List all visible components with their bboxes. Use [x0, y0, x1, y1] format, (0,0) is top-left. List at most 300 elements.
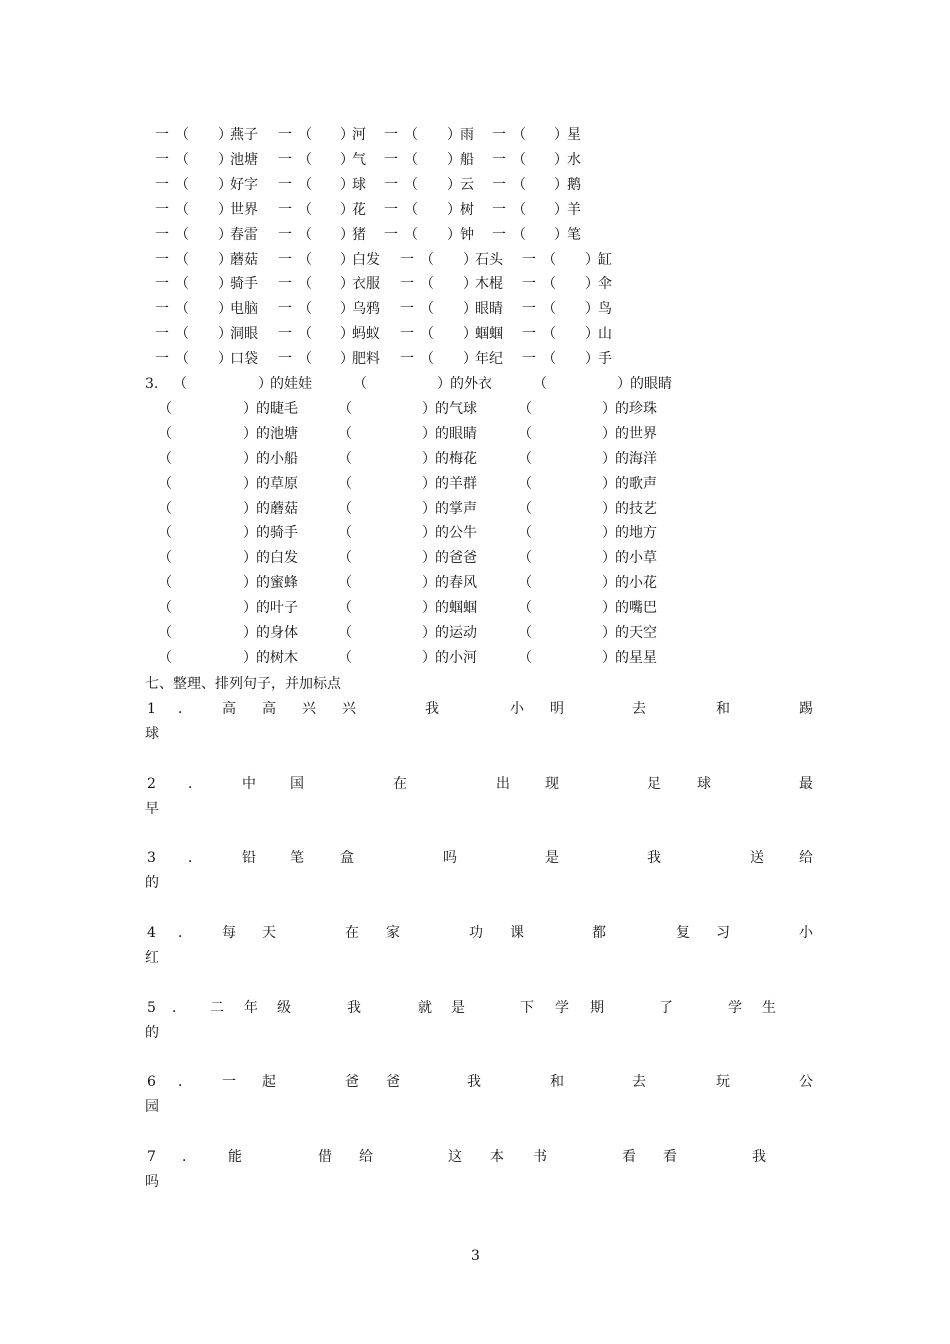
- phrase-word: 的小草: [615, 550, 657, 567]
- sentence-token: 5: [147, 1000, 156, 1016]
- open-paren: （: [518, 575, 532, 592]
- sentence-token: 高: [262, 701, 276, 717]
- phrase-word: 的睫毛: [256, 400, 298, 417]
- close-paren: ）: [422, 450, 436, 467]
- measure-word-one: 一: [492, 201, 506, 218]
- sentence-token: 公: [799, 1074, 813, 1090]
- close-paren: ）: [243, 550, 257, 567]
- open-paren: （: [518, 625, 532, 641]
- open-paren: （: [338, 475, 352, 492]
- close-paren: ）: [554, 151, 568, 168]
- sentence-token: 起: [262, 1074, 276, 1090]
- open-paren: （: [175, 251, 189, 268]
- sentence-token: 都: [592, 925, 606, 941]
- close-paren: ）: [258, 376, 272, 392]
- sentence-token: 现: [545, 776, 559, 792]
- open-paren: （: [298, 276, 312, 293]
- close-paren: ）: [422, 625, 436, 641]
- open-paren: （: [420, 351, 434, 368]
- open-paren: （: [158, 525, 172, 542]
- measure-word-one: 一: [384, 226, 398, 243]
- phrase-word: 的树木: [256, 649, 298, 666]
- close-paren: ）: [617, 376, 631, 392]
- sentence-token: 3: [147, 850, 156, 866]
- sentence-token: 我: [347, 1000, 361, 1016]
- open-paren: （: [353, 376, 367, 392]
- measure-word-one: 一: [400, 326, 414, 343]
- measure-word-one: 一: [384, 176, 398, 193]
- measure-word-one: 一: [278, 127, 292, 143]
- phrase-word: 的白发: [256, 550, 298, 567]
- close-paren: ）: [243, 450, 257, 467]
- sentence-token: 课: [510, 925, 524, 941]
- measure-word-one: 一: [384, 201, 398, 218]
- measure-word-one: 一: [278, 251, 292, 268]
- open-paren: （: [420, 326, 434, 343]
- phrase-word: 的蘑菇: [256, 500, 298, 517]
- open-paren: （: [338, 550, 352, 567]
- close-paren: ）: [554, 127, 568, 143]
- open-paren: （: [298, 326, 312, 343]
- close-paren: ）: [447, 226, 461, 243]
- noun-word: 雨: [460, 127, 474, 143]
- open-paren: （: [512, 127, 526, 143]
- sentence-token: 踢: [799, 701, 813, 717]
- phrase-word: 的梅花: [435, 450, 477, 467]
- measure-word-one: 一: [155, 176, 169, 193]
- phrase-word: 的身体: [256, 625, 298, 641]
- sentence-token: 兴: [342, 701, 356, 717]
- open-paren: （: [298, 351, 312, 368]
- noun-word: 河: [352, 127, 366, 143]
- measure-word-one: 一: [155, 251, 169, 268]
- question-number: 3.: [145, 376, 159, 392]
- close-paren: ）: [340, 226, 354, 243]
- close-paren: ）: [554, 226, 568, 243]
- measure-word-one: 一: [492, 226, 506, 243]
- open-paren: （: [175, 226, 189, 243]
- close-paren: ）: [602, 625, 616, 641]
- noun-word: 伞: [598, 276, 612, 293]
- close-paren: ）: [463, 276, 477, 293]
- close-paren: ）: [585, 276, 599, 293]
- sentence-token: 级: [277, 1000, 291, 1016]
- open-paren: （: [298, 127, 312, 143]
- sentence-token: 学: [555, 1000, 569, 1016]
- sentence-token: 红: [145, 950, 159, 966]
- open-paren: （: [518, 500, 532, 517]
- sentence-token: 1: [147, 701, 156, 717]
- open-paren: （: [338, 400, 352, 417]
- noun-word: 羊: [567, 201, 581, 218]
- noun-word: 眼睛: [475, 301, 503, 318]
- sentence-token: 送: [750, 850, 764, 866]
- phrase-word: 的蜜蜂: [256, 575, 298, 592]
- close-paren: ）: [243, 500, 257, 517]
- close-paren: ）: [218, 301, 232, 318]
- open-paren: （: [338, 525, 352, 542]
- phrase-word: 的珍珠: [615, 400, 657, 417]
- sentence-token: 的: [145, 875, 159, 891]
- close-paren: ）: [218, 276, 232, 293]
- close-paren: ）: [422, 500, 436, 517]
- noun-word: 石头: [475, 251, 503, 268]
- noun-word: 笔: [567, 226, 581, 243]
- sentence-token: 球: [697, 776, 711, 792]
- sentence-token: 小: [799, 925, 813, 941]
- phrase-word: 的骑手: [256, 525, 298, 542]
- measure-word-one: 一: [278, 351, 292, 368]
- open-paren: （: [420, 251, 434, 268]
- phrase-word: 的叶子: [256, 600, 298, 617]
- close-paren: ）: [218, 351, 232, 368]
- sentence-token: 本: [490, 1149, 504, 1165]
- close-paren: ）: [218, 201, 232, 218]
- measure-word-one: 一: [278, 276, 292, 293]
- open-paren: （: [158, 475, 172, 492]
- noun-word: 钟: [460, 226, 474, 243]
- close-paren: ）: [422, 600, 436, 617]
- noun-word: 年纪: [475, 351, 503, 368]
- sentence-token: 一: [222, 1074, 236, 1090]
- sentence-token: 玩: [716, 1074, 730, 1090]
- open-paren: （: [542, 351, 556, 368]
- noun-word: 蚂蚁: [352, 326, 380, 343]
- phrase-word: 的地方: [615, 525, 657, 542]
- open-paren: （: [298, 226, 312, 243]
- phrase-word: 的公牛: [435, 525, 477, 542]
- open-paren: （: [158, 575, 172, 592]
- open-paren: （: [298, 176, 312, 193]
- open-paren: （: [518, 475, 532, 492]
- open-paren: （: [404, 127, 418, 143]
- phrase-word: 的星星: [615, 649, 657, 666]
- close-paren: ）: [422, 575, 436, 592]
- phrase-word: 的眼睛: [435, 425, 477, 442]
- sentence-token: 7: [147, 1149, 156, 1165]
- measure-word-one: 一: [384, 151, 398, 168]
- sentence-token: 家: [386, 925, 400, 941]
- phrase-word: 的羊群: [435, 475, 477, 492]
- open-paren: （: [404, 201, 418, 218]
- sentence-token: 看: [622, 1149, 636, 1165]
- noun-word: 气: [352, 151, 366, 168]
- close-paren: ）: [554, 176, 568, 193]
- open-paren: （: [512, 226, 526, 243]
- close-paren: ）: [602, 475, 616, 492]
- sentence-token: 下: [520, 1000, 534, 1016]
- sentence-token: 给: [799, 850, 813, 866]
- noun-word: 电脑: [230, 301, 258, 318]
- measure-word-one: 一: [492, 176, 506, 193]
- measure-word-one: 一: [278, 201, 292, 218]
- sentence-token: 是: [545, 850, 559, 866]
- measure-word-one: 一: [155, 226, 169, 243]
- measure-word-one: 一: [278, 151, 292, 168]
- phrase-word: 的小花: [615, 575, 657, 592]
- sentence-token: 借: [318, 1149, 332, 1165]
- phrase-word: 的气球: [435, 400, 477, 417]
- open-paren: （: [542, 326, 556, 343]
- sentence-token: ．: [178, 1074, 192, 1090]
- sentence-token: 爸: [345, 1074, 359, 1090]
- phrase-word: 的春风: [435, 575, 477, 592]
- sentence-token: 了: [659, 1000, 673, 1016]
- measure-word-one: 一: [155, 301, 169, 318]
- open-paren: （: [175, 127, 189, 143]
- phrase-word: 的歌声: [615, 475, 657, 492]
- close-paren: ）: [218, 326, 232, 343]
- sentence-token: 4: [147, 925, 156, 941]
- open-paren: （: [533, 376, 547, 392]
- close-paren: ）: [585, 326, 599, 343]
- phrase-word: 的技艺: [615, 500, 657, 517]
- open-paren: （: [158, 400, 172, 417]
- sentence-token: 国: [290, 776, 304, 792]
- close-paren: ）: [585, 351, 599, 368]
- open-paren: （: [518, 400, 532, 417]
- open-paren: （: [298, 301, 312, 318]
- open-paren: （: [298, 201, 312, 218]
- noun-word: 花: [352, 201, 366, 218]
- sentence-token: 每: [222, 925, 236, 941]
- noun-word: 衣服: [352, 276, 380, 293]
- noun-word: 云: [460, 176, 474, 193]
- open-paren: （: [158, 500, 172, 517]
- sentence-token: 中: [242, 776, 256, 792]
- measure-word-one: 一: [522, 276, 536, 293]
- sentence-token: 出: [496, 776, 510, 792]
- close-paren: ）: [422, 550, 436, 567]
- sentence-token: 球: [145, 726, 159, 742]
- close-paren: ）: [463, 351, 477, 368]
- open-paren: （: [298, 251, 312, 268]
- close-paren: ）: [243, 400, 257, 417]
- sentence-token: 我: [467, 1074, 481, 1090]
- sentence-token: 能: [228, 1149, 242, 1165]
- open-paren: （: [404, 151, 418, 168]
- close-paren: ）: [585, 251, 599, 268]
- noun-word: 手: [598, 351, 612, 368]
- open-paren: （: [175, 176, 189, 193]
- open-paren: （: [512, 176, 526, 193]
- sentence-token: 明: [550, 701, 564, 717]
- sentence-token: 天: [262, 925, 276, 941]
- close-paren: ）: [218, 226, 232, 243]
- open-paren: （: [518, 425, 532, 442]
- close-paren: ）: [218, 251, 232, 268]
- measure-word-one: 一: [278, 326, 292, 343]
- measure-word-one: 一: [492, 127, 506, 143]
- noun-word: 蝈蝈: [475, 326, 503, 343]
- open-paren: （: [338, 425, 352, 442]
- close-paren: ）: [585, 301, 599, 318]
- phrase-word: 的天空: [615, 625, 657, 641]
- open-paren: （: [175, 201, 189, 218]
- measure-word-one: 一: [522, 301, 536, 318]
- sentence-token: 盒: [340, 850, 354, 866]
- sentence-token: 复: [676, 925, 690, 941]
- sentence-token: 这: [448, 1149, 462, 1165]
- open-paren: （: [404, 176, 418, 193]
- sentence-token: 高: [222, 701, 236, 717]
- sentence-token: 小: [510, 701, 524, 717]
- phrase-word: 的运动: [435, 625, 477, 641]
- sentence-token: 在: [393, 776, 407, 792]
- close-paren: ）: [340, 251, 354, 268]
- noun-word: 球: [352, 176, 366, 193]
- noun-word: 口袋: [230, 351, 258, 368]
- open-paren: （: [542, 251, 556, 268]
- noun-word: 猪: [352, 226, 366, 243]
- noun-word: 池塘: [230, 151, 258, 168]
- phrase-word: 的外衣: [450, 376, 492, 392]
- measure-word-one: 一: [155, 326, 169, 343]
- open-paren: （: [338, 649, 352, 666]
- close-paren: ）: [340, 176, 354, 193]
- phrase-word: 的小船: [256, 450, 298, 467]
- close-paren: ）: [218, 176, 232, 193]
- noun-word: 树: [460, 201, 474, 218]
- measure-word-one: 一: [522, 351, 536, 368]
- sentence-token: 最: [799, 776, 813, 792]
- sentence-token: 书: [533, 1149, 547, 1165]
- sentence-token: 看: [663, 1149, 677, 1165]
- open-paren: （: [175, 301, 189, 318]
- sentence-token: 园: [145, 1099, 159, 1115]
- measure-word-one: 一: [155, 351, 169, 368]
- close-paren: ）: [243, 625, 257, 641]
- close-paren: ）: [602, 550, 616, 567]
- noun-word: 肥料: [352, 351, 380, 368]
- open-paren: （: [158, 600, 172, 617]
- sentence-token: 吗: [145, 1174, 159, 1190]
- close-paren: ）: [243, 600, 257, 617]
- sentence-token: 笔: [290, 850, 304, 866]
- sentence-token: 习: [716, 925, 730, 941]
- close-paren: ）: [340, 151, 354, 168]
- measure-word-one: 一: [155, 276, 169, 293]
- sentence-token: 我: [425, 701, 439, 717]
- phrase-word: 的眼睛: [630, 376, 672, 392]
- sentence-token: 铅: [242, 850, 256, 866]
- sentence-token: 和: [550, 1074, 564, 1090]
- sentence-token: 和: [716, 701, 730, 717]
- measure-word-one: 一: [492, 151, 506, 168]
- open-paren: （: [158, 625, 172, 641]
- open-paren: （: [158, 550, 172, 567]
- measure-word-one: 一: [400, 351, 414, 368]
- noun-word: 鸟: [598, 301, 612, 318]
- sentence-token: 在: [345, 925, 359, 941]
- close-paren: ）: [422, 525, 436, 542]
- sentence-token: ．: [182, 1149, 196, 1165]
- page-number: 3: [471, 1248, 480, 1264]
- sentence-token: 早: [145, 801, 159, 817]
- close-paren: ）: [243, 575, 257, 592]
- noun-word: 好字: [230, 176, 258, 193]
- sentence-token: 兴: [302, 701, 316, 717]
- sentence-token: 二: [210, 1000, 224, 1016]
- open-paren: （: [518, 600, 532, 617]
- noun-word: 星: [567, 127, 581, 143]
- close-paren: ）: [243, 649, 257, 666]
- phrase-word: 的海洋: [615, 450, 657, 467]
- close-paren: ）: [554, 201, 568, 218]
- sentence-token: 爸: [386, 1074, 400, 1090]
- section-heading: 七、整理、排列句子，并加标点: [145, 676, 341, 692]
- measure-word-one: 一: [155, 151, 169, 168]
- open-paren: （: [420, 276, 434, 293]
- noun-word: 骑手: [230, 276, 258, 293]
- open-paren: （: [175, 276, 189, 293]
- open-paren: （: [518, 525, 532, 542]
- noun-word: 山: [598, 326, 612, 343]
- noun-word: 水: [567, 151, 581, 168]
- close-paren: ）: [602, 649, 616, 666]
- close-paren: ）: [422, 649, 436, 666]
- open-paren: （: [338, 500, 352, 517]
- sentence-token: ．: [172, 1000, 186, 1016]
- open-paren: （: [542, 301, 556, 318]
- sentence-token: ．: [178, 925, 192, 941]
- close-paren: ）: [340, 301, 354, 318]
- measure-word-one: 一: [155, 127, 169, 143]
- phrase-word: 的草原: [256, 475, 298, 492]
- close-paren: ）: [602, 525, 616, 542]
- close-paren: ）: [447, 201, 461, 218]
- measure-word-one: 一: [400, 276, 414, 293]
- sentence-token: 年: [244, 1000, 258, 1016]
- open-paren: （: [338, 600, 352, 617]
- open-paren: （: [518, 450, 532, 467]
- close-paren: ）: [447, 176, 461, 193]
- sentence-token: ．: [188, 850, 202, 866]
- close-paren: ）: [243, 475, 257, 492]
- close-paren: ）: [340, 276, 354, 293]
- sentence-token: 就: [418, 1000, 432, 1016]
- sentence-token: 2: [147, 776, 156, 792]
- sentence-token: 是: [451, 1000, 465, 1016]
- phrase-word: 的掌声: [435, 500, 477, 517]
- open-paren: （: [542, 276, 556, 293]
- open-paren: （: [338, 450, 352, 467]
- phrase-word: 的蝈蝈: [435, 600, 477, 617]
- close-paren: ）: [602, 400, 616, 417]
- noun-word: 鹅: [567, 176, 581, 193]
- measure-word-one: 一: [522, 326, 536, 343]
- close-paren: ）: [602, 575, 616, 592]
- close-paren: ）: [447, 127, 461, 143]
- measure-word-one: 一: [278, 176, 292, 193]
- open-paren: （: [298, 151, 312, 168]
- noun-word: 洞眼: [230, 326, 258, 343]
- close-paren: ）: [463, 301, 477, 318]
- open-paren: （: [338, 625, 352, 641]
- open-paren: （: [404, 226, 418, 243]
- open-paren: （: [518, 550, 532, 567]
- measure-word-one: 一: [400, 301, 414, 318]
- phrase-word: 的爸爸: [435, 550, 477, 567]
- close-paren: ）: [463, 251, 477, 268]
- noun-word: 世界: [230, 201, 258, 218]
- sentence-token: 功: [469, 925, 483, 941]
- close-paren: ）: [422, 425, 436, 442]
- sentence-token: 足: [647, 776, 661, 792]
- close-paren: ）: [340, 201, 354, 218]
- close-paren: ）: [463, 326, 477, 343]
- sentence-token: 吗: [443, 850, 457, 866]
